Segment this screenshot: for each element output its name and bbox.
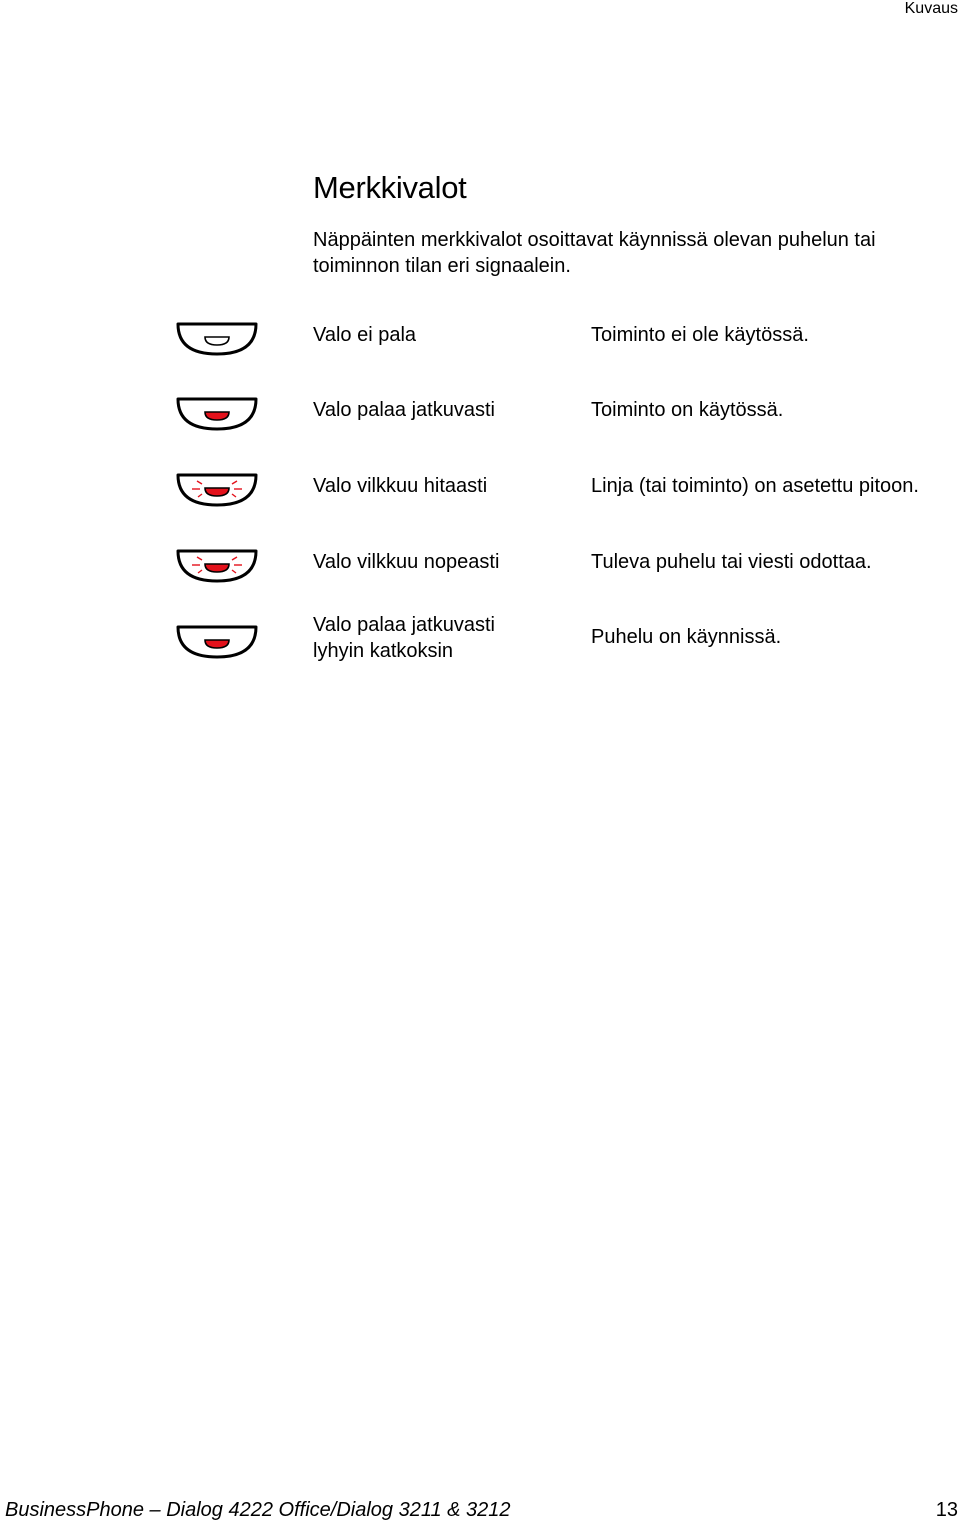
indicator-state-line2: lyhyin katkoksin [313, 640, 454, 662]
running-header: Kuvaus [904, 0, 958, 17]
indicator-state: Valo ei pala [313, 324, 417, 346]
indicator-state-line1: Valo palaa jatkuvasti [313, 614, 495, 636]
key-lamp-slow-flash-icon [176, 473, 258, 507]
intro-paragraph: Näppäinten merkkivalot osoittavat käynnissä olevan puhelun tai toiminnon tilan eri signaalein. [313, 229, 876, 277]
indicator-meaning: Toiminto ei ole käytössä. [591, 324, 809, 346]
indicator-meaning: Toiminto on käytössä. [591, 399, 784, 421]
page-title: Merkkivalot [313, 170, 467, 205]
footer-product-title: BusinessPhone – Dialog 4222 Office/Dialog 3211 & 3212 [5, 1499, 511, 1521]
key-lamp-steady-short-breaks-icon [176, 625, 258, 659]
indicator-state: Valo vilkkuu hitaasti [313, 475, 488, 497]
key-lamp-steady-icon [176, 397, 258, 431]
key-lamp-fast-flash-icon [176, 549, 258, 583]
indicator-state: Valo vilkkuu nopeasti [313, 551, 500, 573]
indicator-meaning: Puhelu on käynnissä. [591, 626, 782, 648]
indicator-state: Valo palaa jatkuvasti [313, 399, 495, 421]
key-lamp-off-icon [176, 322, 258, 356]
indicator-meaning: Linja (tai toiminto) on asetettu pitoon. [591, 475, 919, 497]
indicator-meaning: Tuleva puhelu tai viesti odottaa. [591, 551, 872, 573]
page-number: 13 [935, 1499, 958, 1521]
